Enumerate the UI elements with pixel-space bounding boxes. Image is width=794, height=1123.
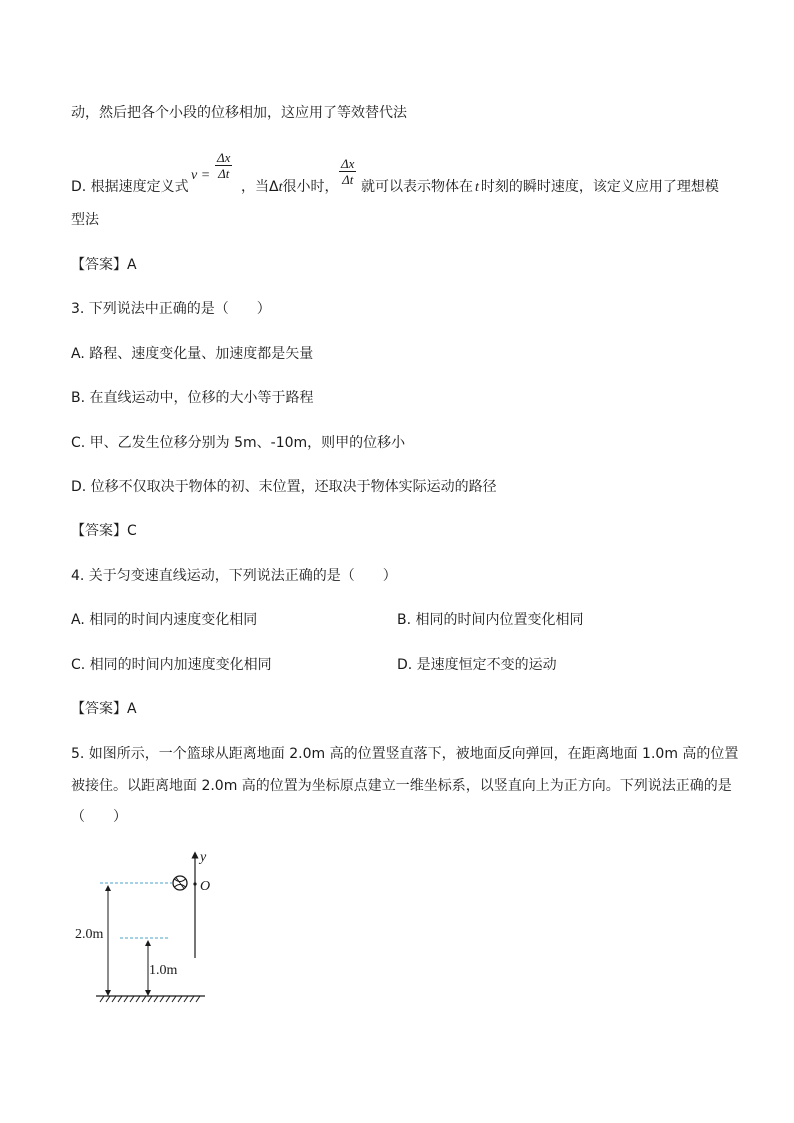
basketball-icon <box>173 876 187 890</box>
formula2-denominator: Δt <box>342 172 354 187</box>
text-after: 就可以表示物体在 t 时刻的瞬时速度，该定义应用了理想模 <box>361 179 719 195</box>
q2-answer: 【答案】A <box>71 257 137 273</box>
formula2-numerator: Δx <box>341 156 355 171</box>
q2-option-d-wrap: 型法 <box>71 212 99 228</box>
q3-answer: 【答案】C <box>71 523 137 539</box>
q2-option-c-continuation: 动，然后把各个小段的位移相加，这应用了等效替代法 <box>71 105 407 121</box>
formula-fraction-2 <box>339 156 356 187</box>
q4-option-d: D. 是速度恒定不变的运动 <box>397 657 557 673</box>
q5-stem-line1: 5. 如图所示，一个篮球从距离地面 2.0m 高的位置竖直落下，被地面反向弹回，在距离地面 1.0m 高的位置 <box>71 746 739 762</box>
height-label-high: 2.0m <box>75 927 104 942</box>
q4-option-b: B. 相同的时间内位置变化相同 <box>397 612 584 628</box>
q4-option-a: A. 相同的时间内速度变化相同 <box>71 612 258 628</box>
q4-answer: 【答案】A <box>71 701 137 717</box>
q2-option-d-prefix: D. 根据速度定义式 <box>71 179 189 195</box>
q5-stem-line2: 被接住。以距离地面 2.0m 高的位置为坐标原点建立一维坐标系，以竖直向上为正方向。下列说法正确的是 <box>71 778 732 794</box>
q3-option-b: B. 在直线运动中，位移的大小等于路程 <box>71 390 314 406</box>
ground-hatching <box>96 996 205 1002</box>
q3-option-a: A. 路程、速度变化量、加速度都是矢量 <box>71 346 314 362</box>
q4-stem: 4. 关于匀变速直线运动，下列说法正确的是（ ） <box>71 568 397 584</box>
formula-denominator: Δt <box>218 166 230 181</box>
origin-dot <box>193 882 196 885</box>
q3-option-d: D. 位移不仅取决于物体的初、末位置，还取决于物体实际运动的路径 <box>71 479 497 495</box>
height-label-low: 1.0m <box>149 963 178 978</box>
formula-numerator: Δx <box>217 150 231 165</box>
q5-stem-line3: （ ） <box>71 809 127 825</box>
y-axis-label: y <box>200 850 207 865</box>
text-when: ，当Δt很小时， <box>241 179 339 195</box>
formula-fraction <box>215 150 232 181</box>
q3-option-c: C. 甲、乙发生位移分别为 5m、-10m，则甲的位移小 <box>71 435 406 451</box>
origin-label: O <box>200 879 211 894</box>
q3-stem: 3. 下列说法中正确的是（ ） <box>71 301 271 317</box>
q4-option-c: C. 相同的时间内加速度变化相同 <box>71 657 272 673</box>
formula-lhs: v = <box>191 168 211 183</box>
